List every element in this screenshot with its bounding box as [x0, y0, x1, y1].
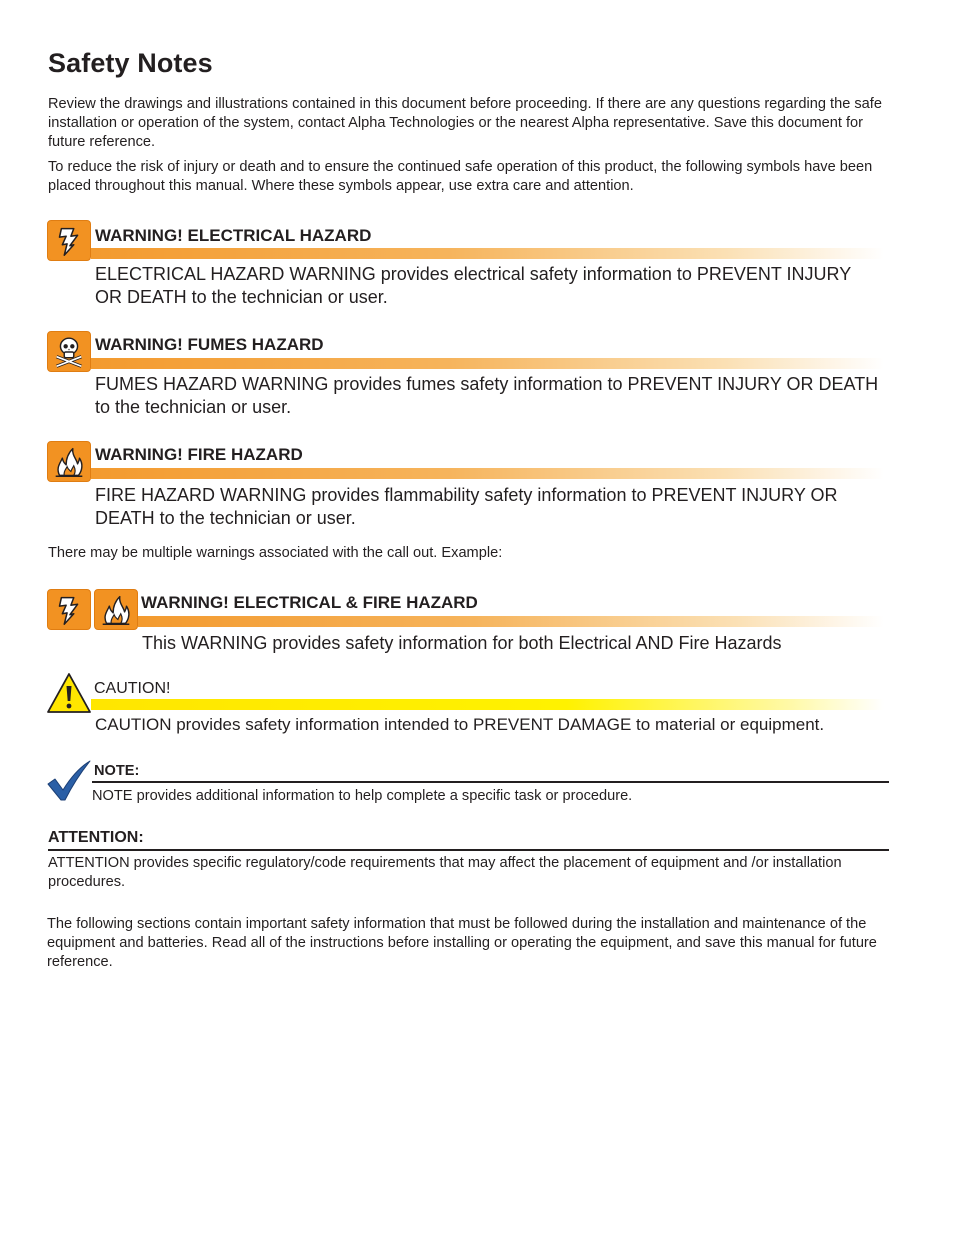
lightning-bolt-icon: [47, 220, 91, 261]
fumes-warning-body: FUMES HAZARD WARNING provides fumes safety information to PREVENT INJURY OR DEATH to the technician or user.: [95, 374, 879, 417]
checkmark-icon: [46, 760, 92, 802]
attention-title: ATTENTION:: [48, 829, 144, 846]
fire-warning-body: FIRE HAZARD WARNING provides flammability safety information to PREVENT INJURY OR DEATH to the technician or user.: [95, 485, 838, 528]
closing-paragraph: The following sections contain important safety information that must be followed during the installation and maintenance of the equipment and batteries. Read all of the instructions before installing or operating the equipment, and save this manual for future reference.: [47, 916, 877, 970]
caution-triangle-icon: [46, 672, 92, 714]
intro-paragraph-2: To reduce the risk of injury or death and to ensure the continued safe operation of this product, the following symbols have been placed throughout this manual. Where these symbols appear, use extra care and attention.: [48, 159, 873, 194]
fumes-warning-bar: [91, 358, 884, 369]
flame-icon: [47, 441, 91, 482]
electrical-warning-body: ELECTRICAL HAZARD WARNING provides electrical safety information to PREVENT INJURY OR DEATH to the technician or user.: [95, 264, 851, 307]
fire-warning-bar: [91, 468, 884, 479]
page-title: Safety Notes: [48, 48, 213, 78]
attention-rule: [48, 849, 889, 851]
caution-bar: [91, 699, 884, 710]
caution-title: CAUTION!: [94, 680, 171, 697]
multiple-warnings-note: There may be multiple warnings associated with the call out. Example:: [48, 545, 503, 561]
electrical-warning-bar: [91, 248, 884, 259]
note-title: NOTE:: [94, 763, 140, 779]
fire-warning-title: WARNING! FIRE HAZARD: [95, 445, 303, 464]
electrical-warning-title: WARNING! ELECTRICAL HAZARD: [95, 226, 372, 245]
combined-warning-title: WARNING! ELECTRICAL & FIRE HAZARD: [141, 593, 478, 612]
combined-warning-bar: [138, 616, 884, 627]
lightning-bolt-icon: [47, 589, 91, 630]
attention-body: ATTENTION provides specific regulatory/code requirements that may affect the placement of equipment and /or installation procedures.: [48, 855, 842, 890]
flame-icon: [94, 589, 138, 630]
fumes-warning-title: WARNING! FUMES HAZARD: [95, 335, 324, 354]
caution-body: CAUTION provides safety information intended to PREVENT DAMAGE to material or equipment.: [95, 715, 825, 734]
note-rule: [92, 781, 889, 783]
note-body: NOTE provides additional information to help complete a specific task or procedure.: [92, 788, 633, 804]
skull-crossbones-icon: [47, 331, 91, 372]
intro-paragraph-1: Review the drawings and illustrations contained in this document before proceeding. If there are any questions regarding the safe installation or operation of the system, contact Alpha Technologies or the nearest Alpha representative. Save this document for future reference.: [48, 96, 882, 150]
combined-warning-body: This WARNING provides safety information for both Electrical AND Fire Hazards: [142, 633, 782, 653]
